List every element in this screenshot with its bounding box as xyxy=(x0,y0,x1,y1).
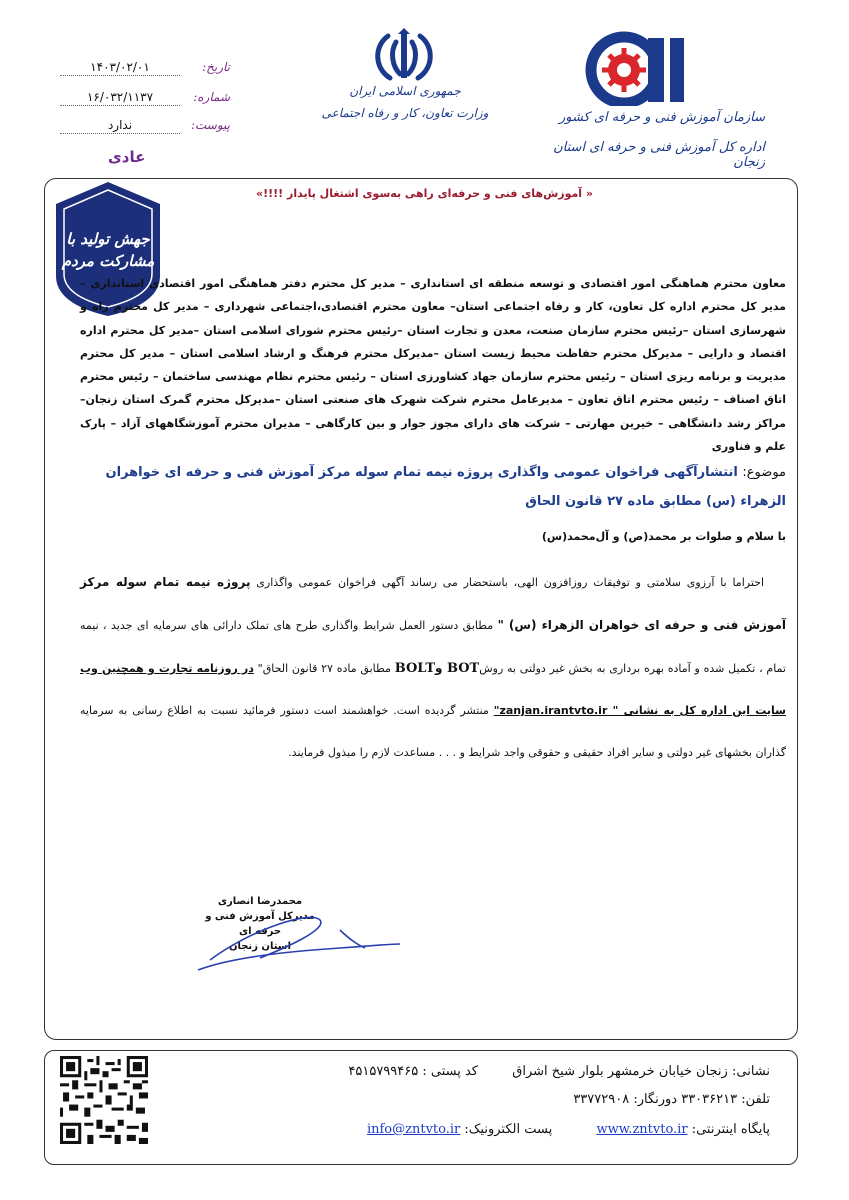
campaign-stamp-text: جهش تولید با مشارکت مردم xyxy=(61,230,155,270)
body-part-1: احتراما با آرزوی سلامتی و توفیقات روزافزون الهی، باستحضار می رساند آگهی فراخوان عمومی واگذاری xyxy=(250,576,764,589)
classification-label: عادی xyxy=(108,148,146,166)
fax-value: ۳۳۷۷۲۹۰۸ xyxy=(573,1092,630,1107)
address-value: زنجان خیابان خرمشهر بلوار شیخ اشراق xyxy=(512,1064,728,1079)
number-label: شماره: xyxy=(193,90,230,104)
footer-address-line xyxy=(270,1064,770,1079)
fax-label: دورنگار: xyxy=(633,1092,678,1107)
postal-value: ۴۵۱۵۷۹۹۴۶۵ xyxy=(348,1064,419,1079)
address-label: نشانی: xyxy=(731,1064,770,1079)
subject-text: انتشارآگهی فراخوان عمومی واگذاری پروژه نیمه تمام سوله مرکز آموزش فنی و حرفه ای خواهران الزهراء (س) مطابق ماده ۲۷ قانون الحاق xyxy=(105,465,786,509)
date-label: تاریخ: xyxy=(202,60,230,74)
website-label: پایگاه اینترنتی: xyxy=(691,1122,770,1137)
org-name-national: سازمان آموزش فنی و حرفه ای کشور xyxy=(558,110,765,125)
signer-title: مدیرکل آموزش فنی و حرفه ای xyxy=(205,911,315,937)
letter-body xyxy=(80,561,786,774)
qr-code-icon xyxy=(60,1056,148,1144)
recipients-list: معاون محترم هماهنگی امور اقتصادی و توسعه منطقه ای استانداری – مدیر کل محترم دفتر هماهنگی امور اقتصادی استانداری –مدیر کل محترم اداره کل تعاون، کار و رفاه اجتماعی استان– معاون محترم اقتصادی،اجتماعی شهرداری – مدیر کل محترم راه و شهرسازی استان –رئیس محترم سازمان صنعت، معدن و تجارت استان –رئیس محترم شورای اسلامی استان –مدیر کل محترم اداره اقتصاد و دارایی – مدیرکل محترم حفاظت محیط زیست استان –مدیرکل محترم فرهنگ و ارشاد اسلامی استان – مدیر کل محترم مدیریت و برنامه ریزی استان – رئیس محترم سازمان جهاد کشاورزی استان – رئیس محترم نظام مهندسی ساختمان – رئیس محترم اتاق اصناف – رئیس محترم اتاق تعاون – مدیرعامل محترم شرکت شهرک های صنعتی استان –مدیرکل محترم گمرک استان زنجان– مراکز رشد دانشگاهی – خیرین مهارتی – شرکت های دارای مجوز جوار و بین کارگاهی – مدیران محترم آموزشگاههای آزاد – پارک علم و فناوری xyxy=(80,277,786,454)
body-and: و xyxy=(435,661,447,675)
iran-emblem-icon xyxy=(368,28,440,84)
postal-label: کد پستی : xyxy=(422,1064,478,1079)
motto: « آموزش‌های فنی و حرفه‌ای راهی به‌سوی اشتغال پایدار !!!!» xyxy=(256,187,593,200)
handwritten-signature-icon xyxy=(190,900,410,980)
signer-name: محمدرضا انصاری xyxy=(217,896,303,907)
org-name-provincial: اداره کل آموزش فنی و حرفه ای استان زنجان xyxy=(553,140,765,170)
footer-web-line xyxy=(270,1122,770,1137)
phone-label: تلفن: xyxy=(741,1092,770,1107)
body-project-name: پروژه نیمه تمام سوله مرکز آموزش فنی و حرفه ای خواهران الزهراء (س) " xyxy=(80,575,786,632)
body-part-2: مطابق دستور العمل شرایط واگذاری طرح های تملک دارائی های سرمایه ای جدید ، نیمه تمام ، تکمیل شده و آماده بهره برداری به بخش غیر دولتی به روش xyxy=(80,619,786,675)
website-link[interactable]: www.zntvto.ir xyxy=(596,1122,688,1137)
attachment-row xyxy=(50,118,230,142)
emblem-caption-country: جمهوری اسلامی ایران xyxy=(349,84,461,98)
number-value: ۱۶/۰۳۲/۱۱۳۷ xyxy=(60,90,180,106)
phone-value: ۳۳۰۳۶۲۱۳ xyxy=(681,1092,738,1107)
body-bolt: BOLT xyxy=(394,661,436,676)
email-label: پست الکترونیک: xyxy=(464,1122,553,1137)
email-link[interactable]: info@zntvto.ir xyxy=(366,1122,461,1137)
number-row xyxy=(50,90,230,114)
attachment-value: ندارد xyxy=(60,118,180,134)
body-publication: در روزنامه تجارت و همچنین وب سایت این اداره کل به نشانی " zanjan.irantvto.ir" xyxy=(80,662,786,717)
body-part-3: مطابق ماده ۲۷ قانون الحاق" xyxy=(253,662,395,675)
emblem-caption-ministry: وزارت تعاون، کار و رفاه اجتماعی xyxy=(321,106,489,120)
subject-label: موضوع: xyxy=(742,465,786,480)
tvto-logo-icon xyxy=(584,30,692,106)
date-row xyxy=(50,60,230,84)
salutation: با سلام و صلوات بر محمد(ص) و آل‌محمد(س) xyxy=(541,530,786,543)
signer-province: استان زنجان xyxy=(228,941,292,952)
attachment-label: پیوست: xyxy=(190,118,230,132)
subject xyxy=(80,458,786,516)
date-value: ۱۴۰۳/۰۲/۰۱ xyxy=(60,60,180,76)
footer-phone-line xyxy=(270,1092,770,1107)
body-bot: BOT xyxy=(446,661,480,676)
body-part-4: منتشر گردیده است. خواهشمند است دستور فرمائید نسبت به اطلاع رسانی به سرمایه گذاران بخشهای غیر دولتی و سایر افراد حقیقی و حقوقی واجد شرایط و . . . مساعدت لازم را مبذول فرمایند. xyxy=(80,704,786,759)
